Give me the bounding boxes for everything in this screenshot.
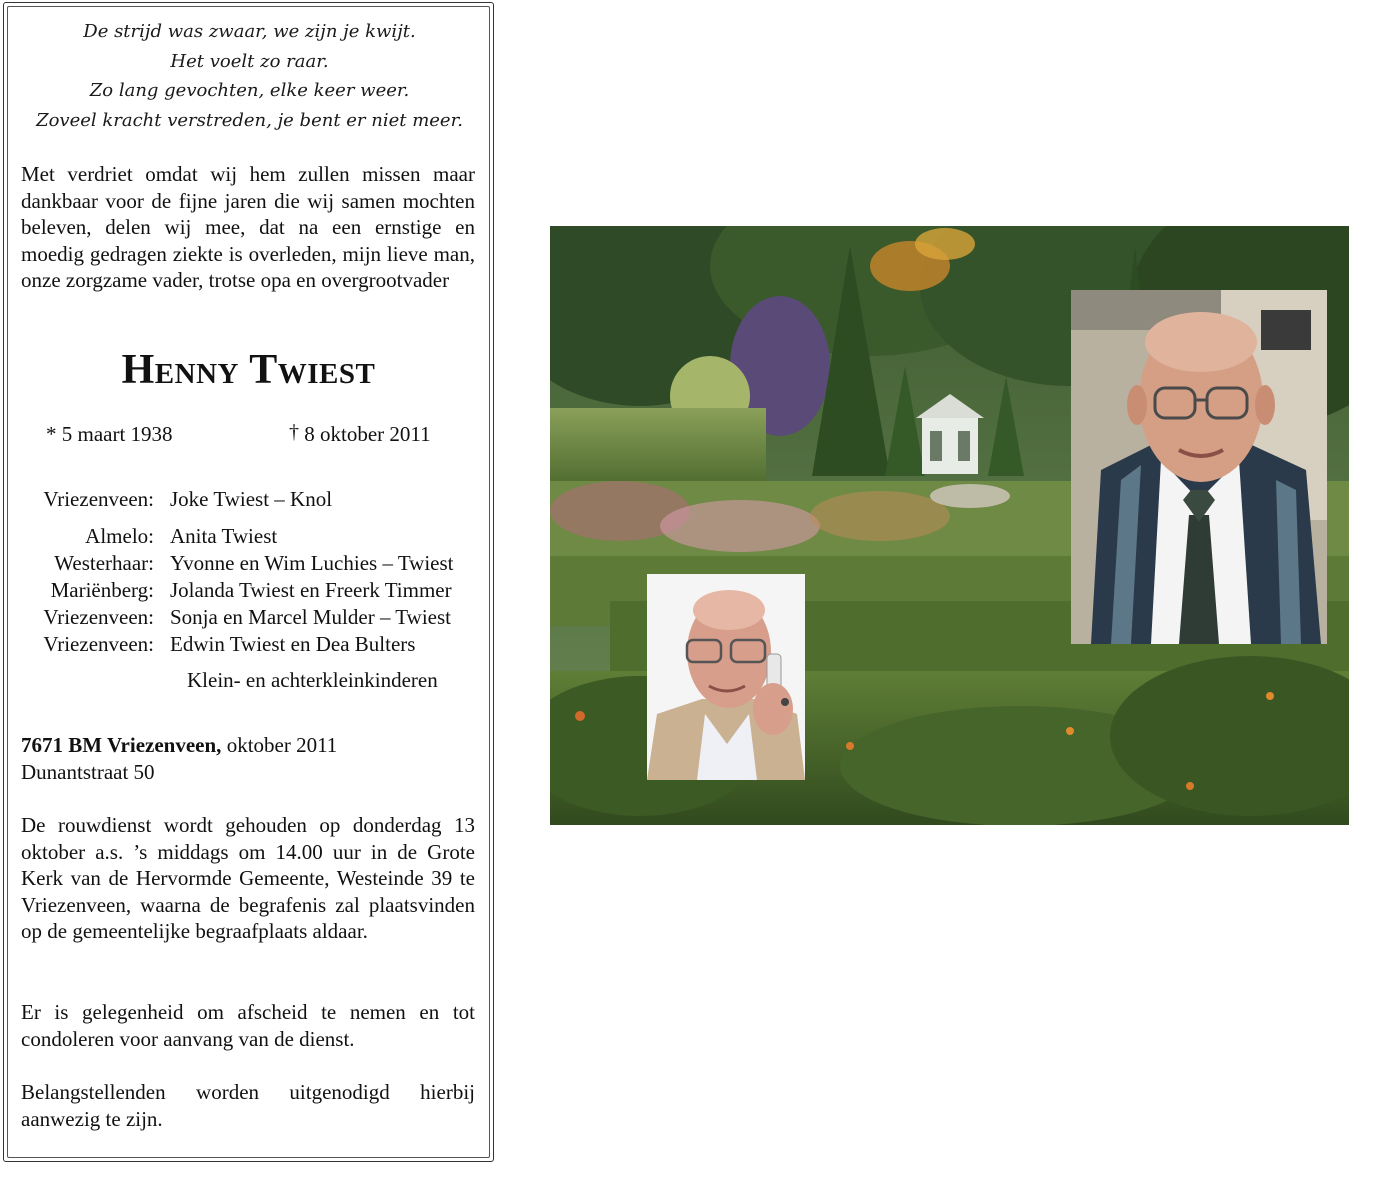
family-names: Joke Twiest – Knol [170, 487, 333, 511]
family-row [4, 577, 495, 604]
invitation-paragraph: Belangstellenden worden uitgenodigd hierbij aanwezig te zijn. [21, 1080, 475, 1131]
family-row [4, 550, 495, 577]
family-row [4, 631, 495, 658]
family-place: Vriezenveen: [43, 487, 154, 511]
birth-mark: * [46, 422, 57, 446]
family-row [4, 486, 495, 523]
portrait-photo-small [647, 574, 805, 780]
intro-paragraph: Met verdriet omdat wij hem zullen missen maar dankbaar voor de fijne jaren die wij samen mochten beleven, delen wij mee, dat na een ernstige en moedig gedragen ziekte is overleden, mijn lieve man, onze zorgzame vader, trotse opa en overgrootvader [21, 162, 475, 293]
birth-date-value: 5 maart 1938 [61, 422, 173, 446]
family-place: Vriezenveen: [43, 604, 154, 629]
poem [14, 17, 485, 135]
family-place: Mariënberg: [50, 577, 154, 602]
family-names: Jolanda Twiest en Freerk Timmer [170, 577, 452, 602]
condolence-paragraph: Er is gelegenheid om afscheid te nemen en tot condoleren voor aanvang van de dienst. [21, 1000, 475, 1051]
family-place: Westerhaar: [54, 550, 154, 575]
address-block [21, 732, 337, 785]
family-list [4, 486, 495, 657]
service-paragraph: De rouwdienst wordt gehouden op donderdag 13 oktober a.s. ’s middags om 14.00 uur in de Grote Kerk van de Hervormde Gemeente, Westeinde 39 te Vriezenveen, waarna de begrafenis zal plaatsvinden op de gemeentelijke begraafplaats aldaar. [21, 813, 475, 944]
family-place: Almelo: [85, 524, 154, 548]
birth-date [46, 421, 173, 447]
family-place: Vriezenveen: [43, 631, 154, 656]
family-row [4, 523, 495, 550]
portrait-small-drawing [647, 574, 805, 780]
family-names: Anita Twiest [170, 524, 278, 548]
family-names: Yvonne en Wim Luchies – Twiest [170, 550, 454, 575]
portrait-photo-large [1071, 290, 1327, 644]
family-names: Edwin Twiest en Dea Bulters [170, 631, 416, 656]
poem-line: Zoveel kracht verstreden, je bent er niet meer. [36, 109, 463, 131]
family-names: Sonja en Marcel Mulder – Twiest [170, 604, 451, 629]
death-notice-card [3, 2, 494, 1162]
poem-line: Zo lang gevochten, elke keer weer. [89, 80, 410, 101]
death-date-value: 8 oktober 2011 [304, 422, 431, 446]
cross-icon: † [289, 421, 299, 443]
death-date [289, 421, 431, 448]
address-city: 7671 BM Vriezenveen, [21, 733, 222, 757]
address-month: oktober 2011 [226, 733, 338, 757]
grandchildren-line: Klein- en achterkleinkinderen [187, 668, 438, 692]
poem-line: Het voelt zo raar. [170, 50, 329, 72]
address-line [21, 732, 337, 759]
portrait-large-drawing [1071, 290, 1327, 644]
deceased-name: Henny Twiest [121, 347, 376, 393]
poem-line: De strijd was zwaar, we zijn je kwijt. [83, 21, 416, 42]
family-row [4, 604, 495, 631]
address-street: Dunantstraat 50 [21, 759, 155, 784]
